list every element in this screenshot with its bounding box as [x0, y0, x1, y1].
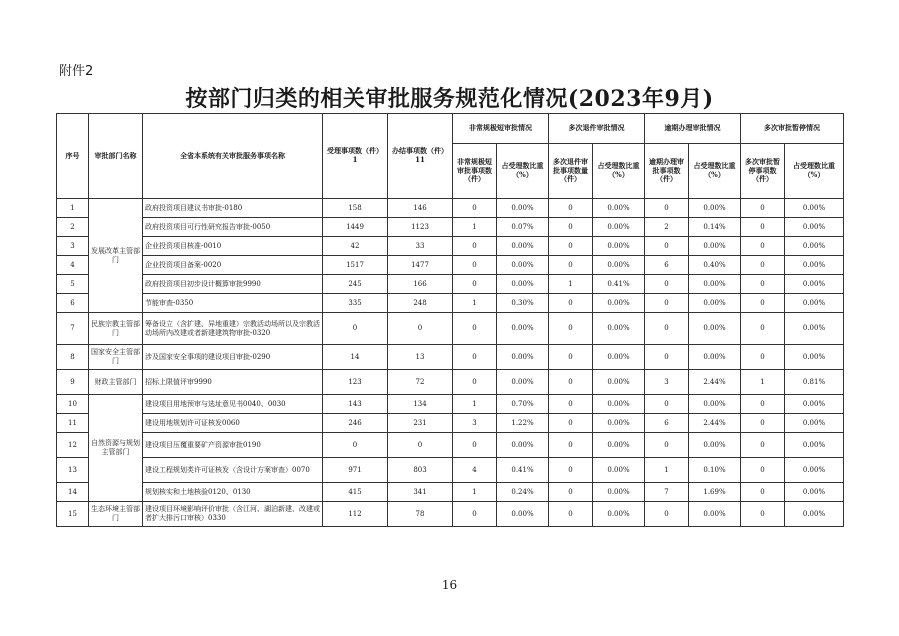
count-cell: 0: [645, 294, 689, 313]
sub-header: 逾期办理审批事项数（件）: [645, 144, 689, 199]
ratio-cell: 0.00%: [689, 502, 741, 527]
item-name-cell: 筹备设立（含扩建、异地重建）宗教活动场所以及宗教活动场所内改建或者新建建筑物审批-0320: [143, 313, 323, 345]
ratio-cell: 0.00%: [497, 345, 549, 370]
count-cell: 7: [645, 483, 689, 502]
ratio-cell: 0.00%: [785, 458, 844, 483]
count-cell: 0: [549, 218, 593, 237]
count-cell: 0: [549, 433, 593, 458]
item-name-cell: 建设项目压覆重要矿产资源审批0190: [143, 433, 323, 458]
table-row: [57, 502, 844, 527]
ratio-cell: 0.00%: [785, 483, 844, 502]
header-dept: 审批部门名称: [89, 114, 143, 199]
sub-header: 多次审批暂停事项数（件）: [741, 144, 785, 199]
ratio-cell: 0.00%: [593, 218, 645, 237]
count-cell: 0: [453, 237, 497, 256]
dept-cell: 生态环境主管部门: [89, 502, 143, 527]
seq-cell: 15: [57, 502, 89, 527]
seq-cell: 10: [57, 395, 89, 414]
ratio-cell: 0.00%: [689, 313, 741, 345]
item-name-cell: 建设项目环境影响评价审批（含江河、湖泊新建、改建或者扩大排污口审核）0330: [143, 502, 323, 527]
ratio-cell: 0.41%: [593, 275, 645, 294]
ratio-cell: 0.00%: [689, 237, 741, 256]
accepted-cell: 246: [323, 414, 388, 433]
dept-cell: 国家安全主管部门: [89, 345, 143, 370]
completed-cell: 78: [388, 502, 453, 527]
accepted-cell: 415: [323, 483, 388, 502]
table-row: [57, 199, 844, 218]
seq-cell: 5: [57, 275, 89, 294]
ratio-cell: 0.00%: [785, 345, 844, 370]
count-cell: 0: [453, 370, 497, 395]
ratio-cell: 0.00%: [689, 433, 741, 458]
ratio-cell: 0.00%: [593, 395, 645, 414]
count-cell: 0: [741, 502, 785, 527]
count-cell: 2: [645, 218, 689, 237]
count-cell: 0: [453, 502, 497, 527]
page-title: 按部门归类的相关审批服务规范化情况(2023年9月): [185, 86, 714, 112]
header-completed: [388, 114, 453, 199]
ratio-cell: 0.00%: [785, 414, 844, 433]
table-row: [57, 256, 844, 275]
count-cell: 0: [645, 237, 689, 256]
ratio-cell: 0.00%: [593, 370, 645, 395]
ratio-cell: 0.00%: [497, 502, 549, 527]
count-cell: 0: [453, 433, 497, 458]
count-cell: 6: [645, 414, 689, 433]
dept-cell: 民族宗教主管部门: [89, 313, 143, 345]
count-cell: 0: [741, 345, 785, 370]
accepted-cell: 143: [323, 395, 388, 414]
table-row: [57, 395, 844, 414]
count-cell: 1: [453, 483, 497, 502]
approval-table: [56, 113, 844, 527]
ratio-cell: 0.24%: [497, 483, 549, 502]
count-cell: 0: [645, 313, 689, 345]
item-name-cell: 建设用地规划许可证核发0060: [143, 414, 323, 433]
table-row: [57, 414, 844, 433]
seq-cell: 1: [57, 199, 89, 218]
accepted-cell: 335: [323, 294, 388, 313]
seq-cell: 8: [57, 345, 89, 370]
completed-cell: 166: [388, 275, 453, 294]
count-cell: 1: [453, 218, 497, 237]
accepted-cell: 1517: [323, 256, 388, 275]
ratio-cell: 0.40%: [689, 256, 741, 275]
ratio-cell: 0.00%: [593, 414, 645, 433]
seq-cell: 12: [57, 433, 89, 458]
count-cell: 0: [453, 199, 497, 218]
count-cell: 4: [453, 458, 497, 483]
ratio-cell: 0.00%: [593, 433, 645, 458]
ratio-cell: 0.00%: [593, 502, 645, 527]
sub-header: 多次退件审批事项数量（件）: [549, 144, 593, 199]
ratio-cell: 0.00%: [785, 433, 844, 458]
ratio-cell: 0.00%: [497, 199, 549, 218]
count-cell: 0: [549, 345, 593, 370]
ratio-cell: 0.00%: [497, 237, 549, 256]
accepted-cell: 0: [323, 433, 388, 458]
count-cell: 0: [741, 414, 785, 433]
ratio-cell: 0.00%: [689, 345, 741, 370]
count-cell: 0: [549, 483, 593, 502]
sub-header: 非常规极短审批事项数（件）: [453, 144, 497, 199]
ratio-cell: 0.07%: [497, 218, 549, 237]
table-row: [57, 275, 844, 294]
count-cell: 0: [645, 345, 689, 370]
ratio-cell: 0.00%: [689, 294, 741, 313]
completed-cell: 231: [388, 414, 453, 433]
completed-cell: 0: [388, 313, 453, 345]
completed-cell: 248: [388, 294, 453, 313]
count-cell: 0: [645, 275, 689, 294]
accepted-cell: 14: [323, 345, 388, 370]
ratio-cell: 0.00%: [785, 502, 844, 527]
completed-cell: 134: [388, 395, 453, 414]
table-row: [57, 370, 844, 395]
count-cell: 0: [645, 502, 689, 527]
ratio-cell: 0.00%: [593, 237, 645, 256]
ratio-cell: 0.41%: [497, 458, 549, 483]
count-cell: 0: [453, 313, 497, 345]
header-completed-num: 11: [415, 155, 425, 164]
count-cell: 3: [453, 414, 497, 433]
ratio-cell: 0.00%: [593, 294, 645, 313]
ratio-cell: 0.00%: [689, 275, 741, 294]
table-body: [57, 199, 844, 527]
completed-cell: 146: [388, 199, 453, 218]
item-name-cell: 规划核实和土地核验0120、0130: [143, 483, 323, 502]
seq-cell: 4: [57, 256, 89, 275]
count-cell: 0: [549, 313, 593, 345]
count-cell: 0: [549, 502, 593, 527]
count-cell: 0: [453, 256, 497, 275]
item-name-cell: 节能审查-0350: [143, 294, 323, 313]
item-name-cell: 政府投资项目建议书审批-0180: [143, 199, 323, 218]
ratio-cell: 0.00%: [497, 433, 549, 458]
count-cell: 1: [453, 395, 497, 414]
item-name-cell: 建设工程规划类许可证核发（含设计方案审查）0070: [143, 458, 323, 483]
seq-cell: 14: [57, 483, 89, 502]
table-row: [57, 237, 844, 256]
group-header: 多次审批暂停情况: [741, 114, 844, 144]
count-cell: 0: [549, 256, 593, 275]
count-cell: 0: [741, 218, 785, 237]
count-cell: 0: [741, 256, 785, 275]
item-name-cell: 政府投资项目初步设计概算审批9990: [143, 275, 323, 294]
ratio-cell: 0.00%: [593, 199, 645, 218]
ratio-cell: 0.00%: [785, 256, 844, 275]
ratio-cell: 0.00%: [593, 483, 645, 502]
seq-cell: 6: [57, 294, 89, 313]
header-item: 全省本系统有关审批服务事项名称: [143, 114, 323, 199]
ratio-cell: 0.00%: [593, 313, 645, 345]
seq-cell: 7: [57, 313, 89, 345]
group-header: 非常规极短审批情况: [453, 114, 549, 144]
count-cell: 0: [741, 237, 785, 256]
ratio-cell: 0.00%: [785, 294, 844, 313]
ratio-cell: 0.00%: [593, 458, 645, 483]
completed-cell: 13: [388, 345, 453, 370]
completed-cell: 1123: [388, 218, 453, 237]
ratio-cell: 0.00%: [497, 275, 549, 294]
sub-header: 占受理数比重（%）: [593, 144, 645, 199]
completed-cell: 72: [388, 370, 453, 395]
ratio-cell: 0.00%: [785, 218, 844, 237]
group-header: 多次退件审批情况: [549, 114, 645, 144]
seq-cell: 9: [57, 370, 89, 395]
ratio-cell: 0.00%: [785, 275, 844, 294]
accepted-cell: 971: [323, 458, 388, 483]
completed-cell: 0: [388, 433, 453, 458]
count-cell: 0: [453, 345, 497, 370]
sub-header: 占受理数比重（%）: [497, 144, 549, 199]
count-cell: 6: [645, 256, 689, 275]
count-cell: 0: [645, 395, 689, 414]
accepted-cell: 1449: [323, 218, 388, 237]
count-cell: 0: [549, 458, 593, 483]
ratio-cell: 0.00%: [689, 395, 741, 414]
count-cell: 0: [741, 483, 785, 502]
count-cell: 0: [453, 275, 497, 294]
header-accepted-label: 受理事项数（件）: [327, 146, 383, 156]
count-cell: 1: [645, 458, 689, 483]
table-row: [57, 433, 844, 458]
accepted-cell: 42: [323, 237, 388, 256]
count-cell: 0: [549, 237, 593, 256]
count-cell: 0: [741, 395, 785, 414]
header-accepted: [323, 114, 388, 199]
group-header: 逾期办理审批情况: [645, 114, 741, 144]
count-cell: 0: [741, 458, 785, 483]
count-cell: 0: [741, 275, 785, 294]
count-cell: 0: [549, 199, 593, 218]
item-name-cell: 涉及国家安全事项的建设项目审批-0290: [143, 345, 323, 370]
dept-cell: 发展改革主管部门: [89, 199, 143, 313]
header-seq: 序号: [57, 114, 89, 199]
ratio-cell: 0.00%: [497, 370, 549, 395]
accepted-cell: 123: [323, 370, 388, 395]
count-cell: 0: [549, 414, 593, 433]
ratio-cell: 0.81%: [785, 370, 844, 395]
ratio-cell: 0.00%: [785, 199, 844, 218]
ratio-cell: 0.70%: [497, 395, 549, 414]
sub-header: 占受理数比重（%）: [689, 144, 741, 199]
ratio-cell: 0.00%: [593, 256, 645, 275]
count-cell: 3: [645, 370, 689, 395]
ratio-cell: 0.14%: [689, 218, 741, 237]
accepted-cell: 245: [323, 275, 388, 294]
count-cell: 0: [645, 433, 689, 458]
seq-cell: 13: [57, 458, 89, 483]
table-row: [57, 345, 844, 370]
ratio-cell: 0.00%: [689, 199, 741, 218]
ratio-cell: 1.69%: [689, 483, 741, 502]
ratio-cell: 0.00%: [785, 237, 844, 256]
completed-cell: 803: [388, 458, 453, 483]
table-row: [57, 313, 844, 345]
count-cell: 0: [741, 294, 785, 313]
item-name-cell: 政府投资项目可行性研究报告审批-0050: [143, 218, 323, 237]
table-row: [57, 483, 844, 502]
ratio-cell: 2.44%: [689, 370, 741, 395]
dept-cell: 财政主管部门: [89, 370, 143, 395]
ratio-cell: 0.00%: [593, 345, 645, 370]
count-cell: 0: [645, 199, 689, 218]
ratio-cell: 0.00%: [785, 313, 844, 345]
ratio-cell: 2.44%: [689, 414, 741, 433]
seq-cell: 11: [57, 414, 89, 433]
completed-cell: 341: [388, 483, 453, 502]
count-cell: 1: [549, 275, 593, 294]
item-name-cell: 招标上限值评审9990: [143, 370, 323, 395]
accepted-cell: 112: [323, 502, 388, 527]
ratio-cell: 0.10%: [689, 458, 741, 483]
item-name-cell: 企业投资项目备案-0020: [143, 256, 323, 275]
count-cell: 0: [549, 294, 593, 313]
accepted-cell: 158: [323, 199, 388, 218]
seq-cell: 3: [57, 237, 89, 256]
attachment-label: 附件2: [59, 64, 94, 79]
ratio-cell: 0.30%: [497, 294, 549, 313]
table-row: [57, 294, 844, 313]
count-cell: 0: [741, 199, 785, 218]
ratio-cell: 1.22%: [497, 414, 549, 433]
sub-header: 占受理数比重（%）: [785, 144, 844, 199]
header-accepted-num: 1: [352, 155, 358, 164]
ratio-cell: 0.00%: [785, 395, 844, 414]
completed-cell: 1477: [388, 256, 453, 275]
page-number: 16: [441, 578, 458, 592]
item-name-cell: 企业投资项目核准-0010: [143, 237, 323, 256]
count-cell: 0: [549, 395, 593, 414]
header-completed-label: 办结事项数（件）: [392, 146, 448, 156]
table-row: [57, 218, 844, 237]
dept-cell: 自然资源与规划主管部门: [89, 395, 143, 502]
table-row: [57, 458, 844, 483]
accepted-cell: 0: [323, 313, 388, 345]
count-cell: 0: [549, 370, 593, 395]
count-cell: 0: [741, 313, 785, 345]
count-cell: 0: [741, 433, 785, 458]
count-cell: 1: [453, 294, 497, 313]
ratio-cell: 0.00%: [497, 256, 549, 275]
count-cell: 1: [741, 370, 785, 395]
item-name-cell: 建设项目用地预审与选址意见书0040、0030: [143, 395, 323, 414]
ratio-cell: 0.00%: [497, 313, 549, 345]
completed-cell: 33: [388, 237, 453, 256]
seq-cell: 2: [57, 218, 89, 237]
